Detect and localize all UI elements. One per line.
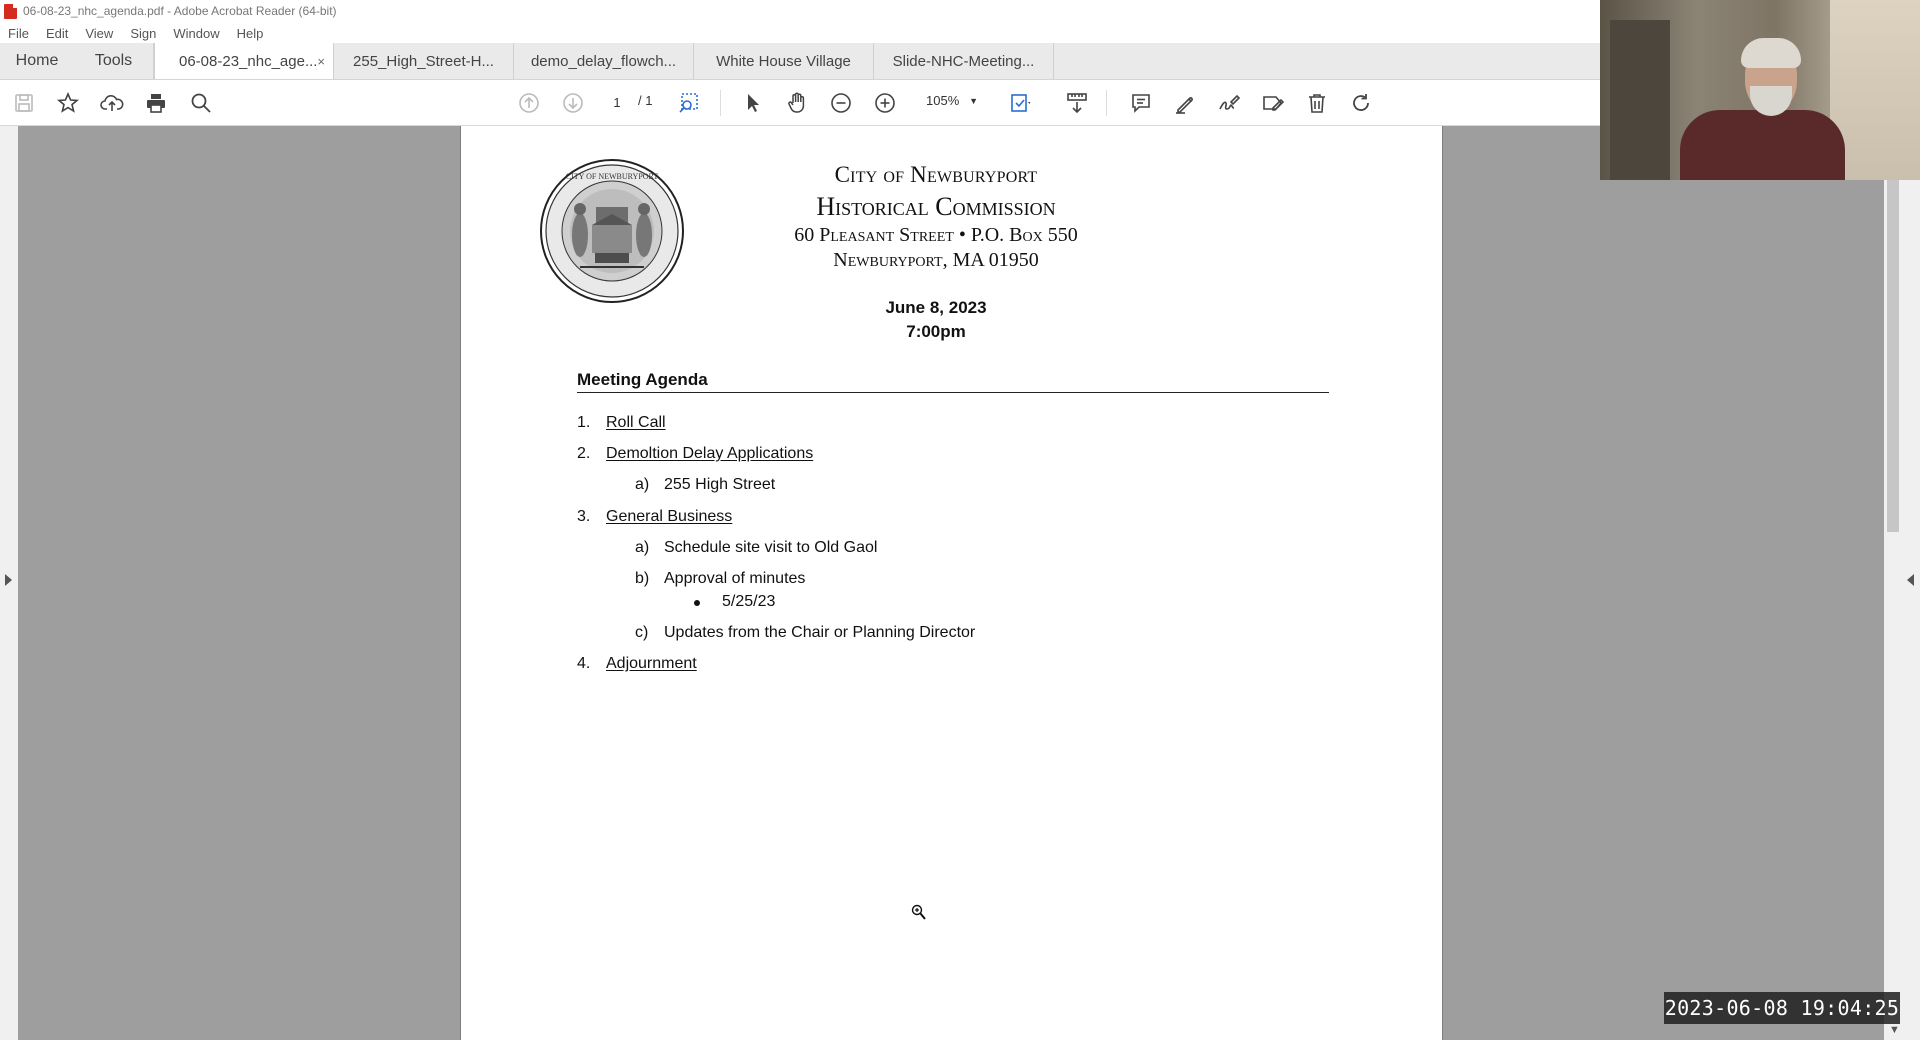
item-number: 1. [577, 414, 591, 431]
meeting-date: June 8, 2023 [885, 298, 987, 317]
hand-tool-icon[interactable] [784, 90, 810, 116]
item-label: General Business [606, 508, 733, 525]
bullet-label: 5/25/23 [722, 593, 776, 610]
webcam-person-body [1680, 110, 1845, 180]
menu-file[interactable]: File [8, 25, 29, 41]
tab-document-demo-delay[interactable]: demo_delay_flowch... [514, 43, 694, 79]
scrollbar-thumb[interactable] [1887, 162, 1899, 532]
title-bar [0, 0, 1600, 22]
zoom-out-icon[interactable] [828, 90, 854, 116]
pdf-page [460, 126, 1443, 1040]
pdf-app-icon [4, 4, 17, 19]
rotate-icon[interactable] [1348, 90, 1374, 116]
meeting-time: 7:00pm [906, 322, 966, 341]
tab-bar [0, 43, 1600, 80]
item-label: Roll Call [606, 414, 666, 431]
next-page-icon[interactable] [560, 90, 586, 116]
tab-tools[interactable]: Tools [74, 43, 154, 79]
letterhead-commission: Historical Commission [816, 192, 1056, 221]
upload-cloud-icon[interactable] [99, 90, 125, 116]
menu-bar [0, 22, 1600, 44]
subitem-label: 255 High Street [664, 476, 776, 493]
tab-document-slide[interactable]: Slide-NHC-Meeting... [874, 43, 1054, 79]
item-number: 3. [577, 508, 591, 525]
item-number: 4. [577, 655, 591, 672]
svg-text:CITY OF NEWBURYPORT: CITY OF NEWBURYPORT [565, 172, 659, 181]
menu-window[interactable]: Window [173, 25, 220, 41]
webcam-video [1600, 0, 1920, 180]
window-title: 06-08-23_nhc_agenda.pdf - Adobe Acrobat Reader (64-bit) [23, 4, 337, 18]
letterhead-city: City of Newburyport [834, 162, 1038, 187]
subitem-letter: a) [635, 476, 650, 493]
close-tab-icon[interactable]: × [317, 53, 325, 69]
letterhead-address: 60 Pleasant Street • P.O. Box 550 [794, 224, 1078, 246]
chevron-down-icon: ▼ [969, 96, 978, 106]
zoom-cursor-icon [911, 904, 927, 922]
highlight-pen-icon[interactable] [1172, 90, 1198, 116]
letterhead-city-state: Newburyport, MA 01950 [833, 249, 1039, 271]
menu-sign[interactable]: Sign [130, 25, 157, 41]
toolbar-separator [1106, 90, 1107, 116]
expand-right-icon [5, 574, 12, 586]
comment-icon[interactable] [1128, 90, 1154, 116]
subitem-label: Approval of minutes [664, 570, 806, 587]
toolbar [0, 80, 1600, 126]
subitem-letter: c) [635, 624, 649, 641]
tab-document-white-house[interactable]: White House Village [694, 43, 874, 79]
scroll-down-icon[interactable]: ▼ [1889, 1024, 1900, 1036]
agenda-heading: Meeting Agenda [577, 370, 1329, 393]
menu-help[interactable]: Help [236, 25, 264, 41]
expand-left-icon [1907, 574, 1914, 586]
item-label: Adjournment [606, 655, 697, 672]
save-icon[interactable] [11, 90, 37, 116]
sign-icon[interactable] [1216, 90, 1242, 116]
vertical-scrollbar[interactable] [1884, 126, 1902, 1040]
tab-document-high-street[interactable]: 255_High_Street-H... [334, 43, 514, 79]
bookmark-star-icon[interactable] [55, 90, 81, 116]
previous-page-icon[interactable] [516, 90, 542, 116]
zoom-in-icon[interactable] [872, 90, 898, 116]
page-total: / 1 [638, 93, 653, 108]
item-label: Demoltion Delay Applications [606, 445, 814, 462]
subitem-letter: b) [635, 570, 650, 587]
zoom-select[interactable] [914, 88, 984, 114]
right-panel-toggle[interactable] [1902, 126, 1920, 1040]
menu-edit[interactable]: Edit [45, 25, 69, 41]
bullet-point [694, 600, 700, 606]
select-cursor-icon[interactable] [740, 90, 766, 116]
left-panel-toggle[interactable] [0, 126, 18, 1040]
delete-trash-icon[interactable] [1304, 90, 1330, 116]
item-number: 2. [577, 445, 591, 462]
print-icon[interactable] [143, 90, 169, 116]
toolbar-separator [720, 90, 721, 116]
webcam-background [1610, 20, 1670, 180]
tab-document-agenda[interactable] [154, 43, 334, 79]
scroll-mode-icon[interactable] [1064, 90, 1090, 116]
video-timestamp: 2023-06-08 19:04:25 [1664, 992, 1900, 1024]
tab-home[interactable]: Home [15, 52, 59, 69]
page-number-input[interactable]: 1 [613, 95, 621, 110]
zoom-value: 105% [926, 93, 960, 108]
fit-page-icon[interactable] [1008, 90, 1034, 116]
edit-tag-icon[interactable] [1260, 90, 1286, 116]
tab-label: 06-08-23_nhc_age... [179, 52, 318, 70]
subitem-label: Schedule site visit to Old Gaol [664, 539, 878, 556]
subitem-letter: a) [635, 539, 650, 556]
subitem-label: Updates from the Chair or Planning Director [664, 624, 976, 641]
menu-view[interactable]: View [85, 25, 114, 41]
webcam-person-hair [1741, 38, 1801, 68]
search-zoom-icon[interactable] [188, 90, 214, 116]
page-select-icon[interactable] [676, 90, 702, 116]
